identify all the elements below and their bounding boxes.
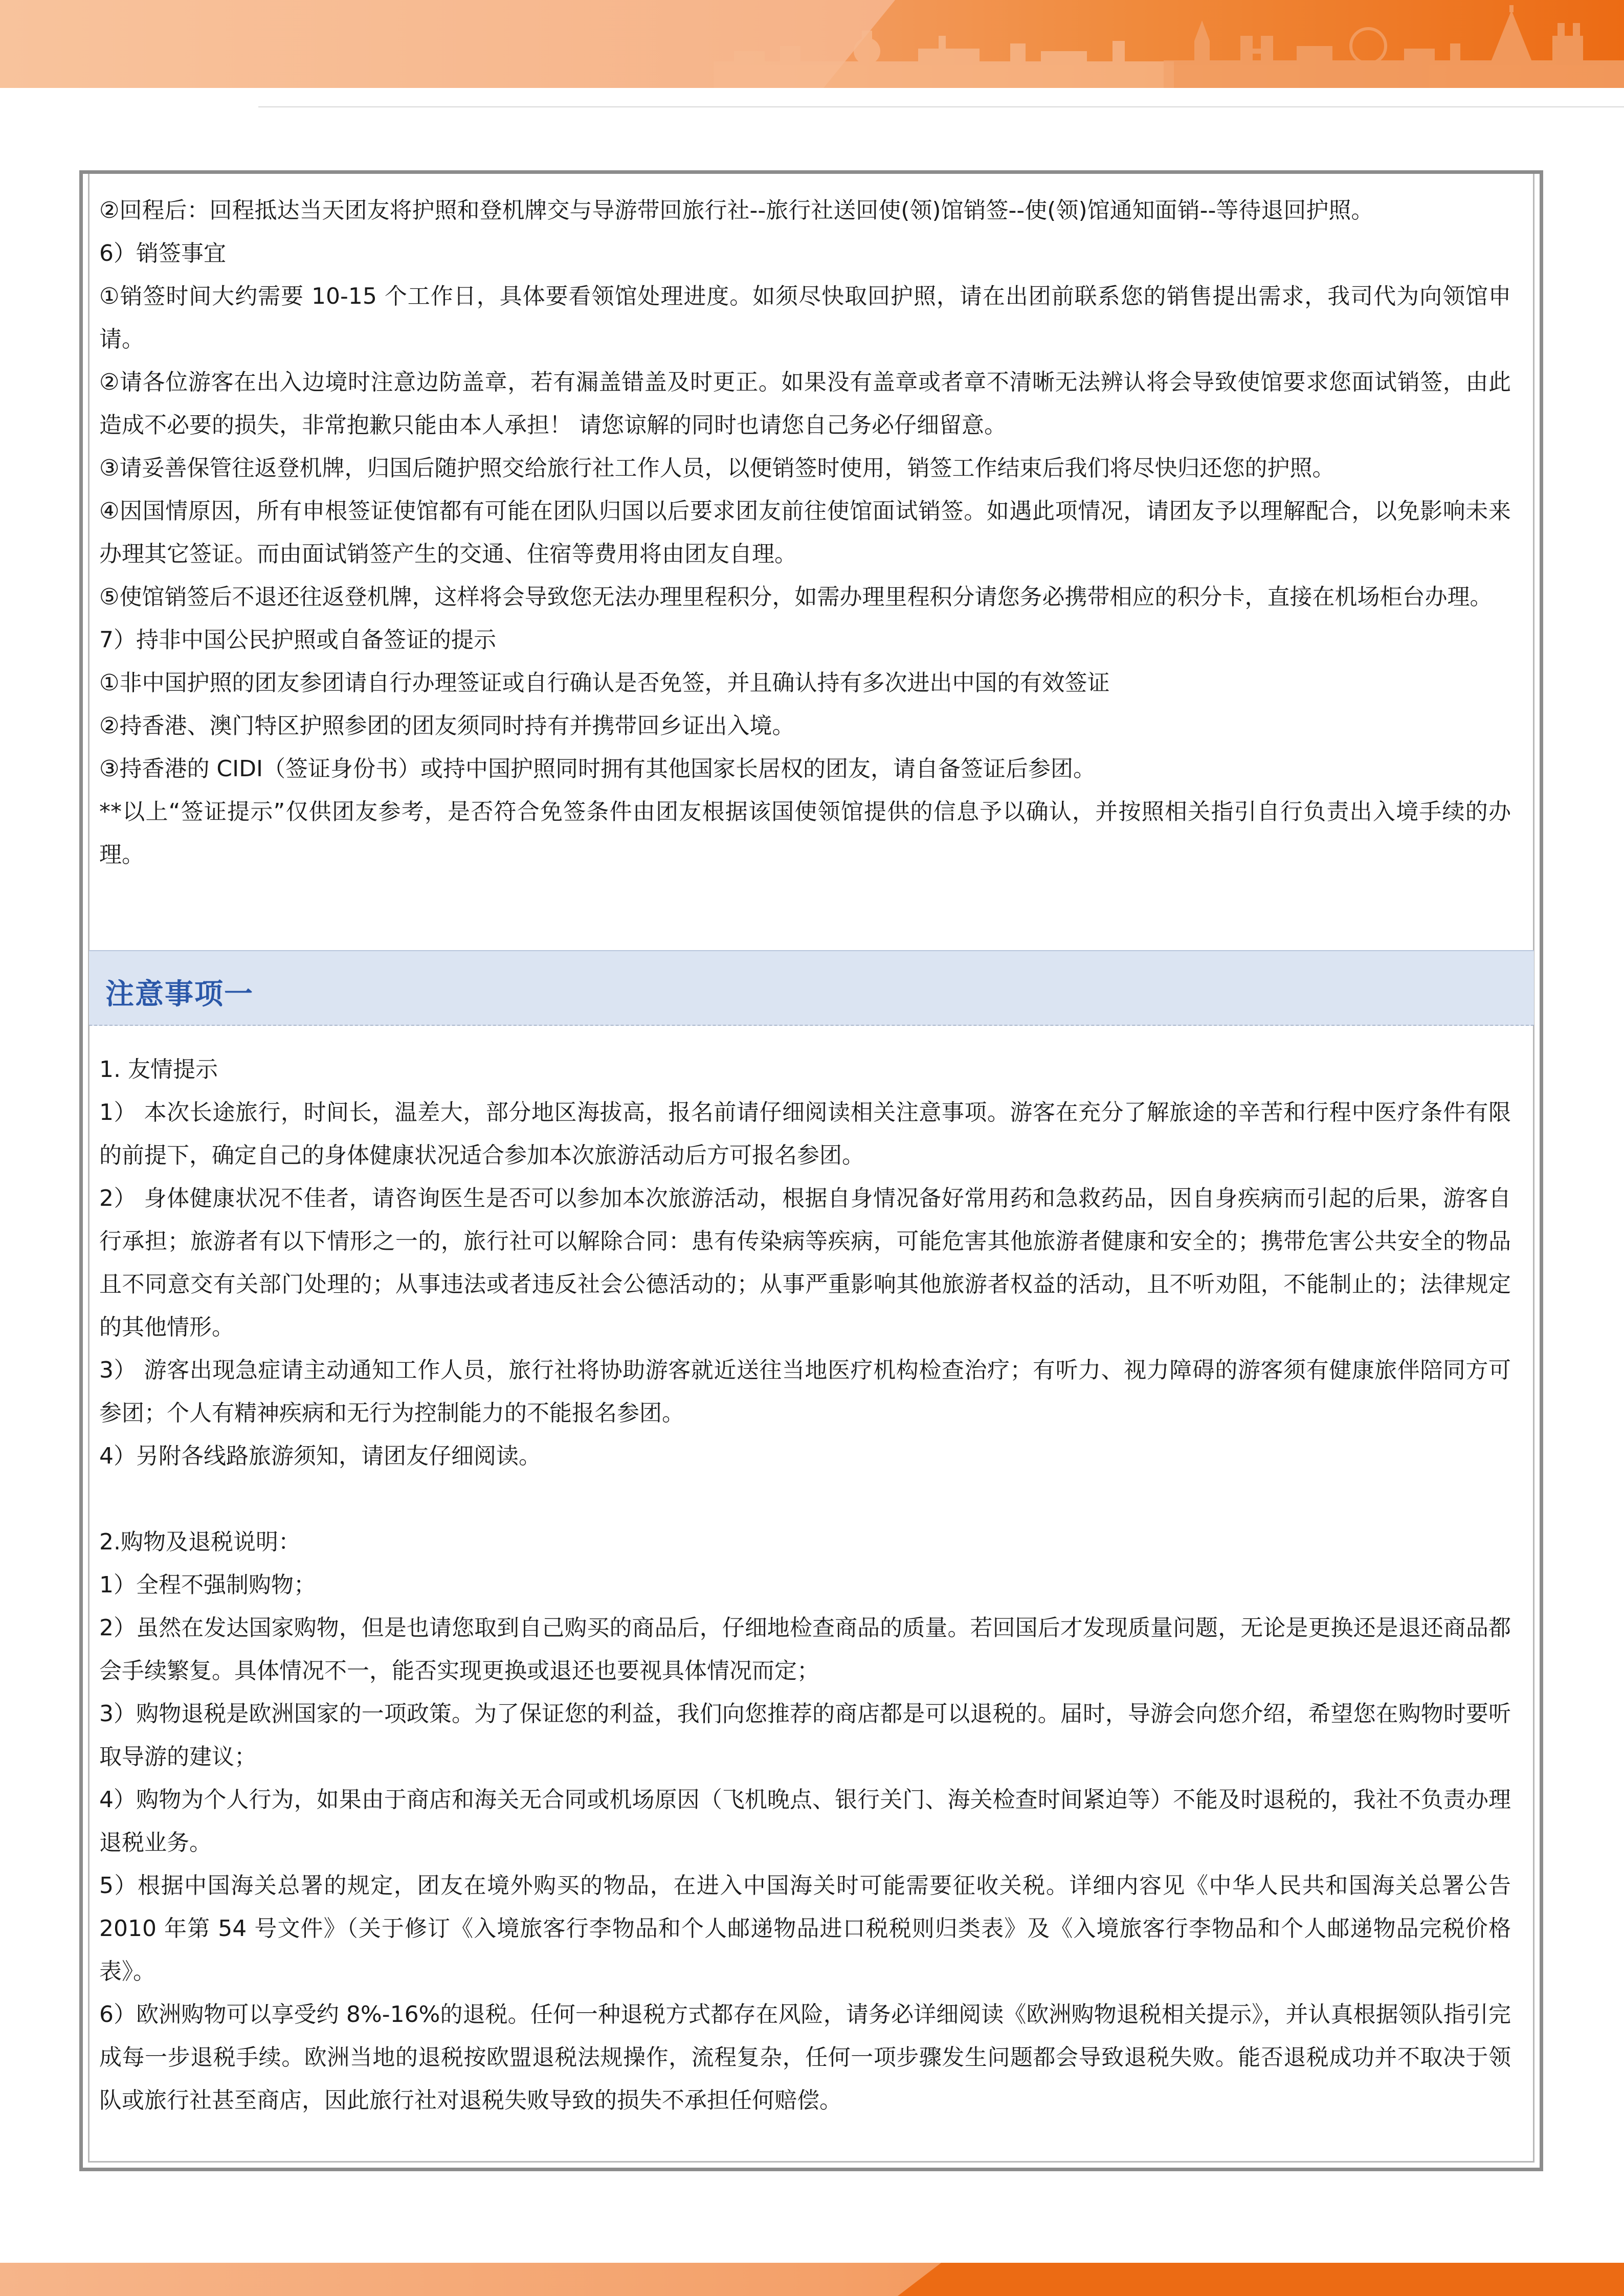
visa-line: ②请各位游客在出入边境时注意边防盖章，若有漏盖错盖及时更正。如果没有盖章或者章不清晰无法辨认将会导致使馆要求您面试销签，由此造成不必要的损失，非常抱歉只能由本人承担！ 请您谅解的同时也请您自己务必仔细留意。: [99, 369, 1511, 438]
notes-heading: 1. 友情提示: [99, 1056, 218, 1083]
notes-line: 4）另附各线路旅游须知，请团友仔细阅读。: [99, 1443, 541, 1469]
visa-line: ①销签时间大约需要 10-15 个工作日，具体要看领馆处理进度。如须尽快取回护照，请在出团前联系您的销售提出需求，我司代为向领馆申请。: [99, 283, 1511, 352]
shopping-line: 6）欧洲购物可以享受约 8%-16%的退税。任何一种退税方式都存在风险，请务必详细阅读《欧洲购物退税相关提示》，并认真根据领队指引完成每一步退税手续。欧洲当地的退税按欧盟退税法规操作，流程复杂，任何一项步骤发生问题都会导致退税失败。能否退税成功并不取决于领队或旅行社甚至商店，因此旅行社对退税失败导致的损失不承担任何赔偿。: [99, 2001, 1511, 2113]
content-frame: [79, 170, 1543, 2171]
paragraph-spacer: [99, 1478, 1511, 1521]
footer-band-accent: [898, 2263, 1624, 2296]
city-skyline-illustration: [652, 0, 1624, 88]
shopping-line: 2）虽然在发达国家购物，但是也请您取到自己购买的商品后，仔细地检查商品的质量。若回国后才发现质量问题，无论是更换还是退还商品都会手续繁复。具体情况不一，能否实现更换或退还也要视具体情况而定；: [99, 1615, 1511, 1684]
notes-line: 3） 游客出现急症请主动通知工作人员，旅行社将协助游客就近送往当地医疗机构检查治疗；有听力、视力障碍的游客须有健康旅伴陪同方可参团；个人有精神疾病和无行为控制能力的不能报名参团。: [99, 1357, 1511, 1426]
shopping-line: 1）全程不强制购物；: [99, 1572, 316, 1598]
shopping-heading: 2.购物及退税说明：: [99, 1529, 301, 1555]
section-title: 注意事项一: [105, 978, 254, 1011]
visa-line: ⑤使馆销签后不退还往返登机牌，这样将会导致您无法办理里程积分，如需办理里程积分请您务必携带相应的积分卡，直接在机场柜台办理。: [99, 584, 1493, 610]
visa-line: ②持香港、澳门特区护照参团的团友须同时持有并携带回乡证出入境。: [99, 713, 795, 739]
visa-subheading: 6）销签事宜: [99, 240, 226, 266]
visa-subheading: 7）持非中国公民护照或自备签证的提示: [99, 627, 496, 653]
visa-line: ①非中国护照的团友参团请自行办理签证或自行确认是否免签，并且确认持有多次进出中国的有效签证: [99, 670, 1110, 696]
shopping-line: 5）根据中国海关总署的规定，团友在境外购买的物品，在进入中国海关时可能需要征收关税。详细内容见《中华人民共和国海关总署公告 2010 年第 54 号文件》（关于修订《入境旅客行李物品和个人邮递物品进口税税则归类表》及《入境旅客行李物品和个人邮递物品完税价格表》。: [99, 1873, 1511, 1985]
visa-line: ②回程后：回程抵达当天团友将护照和登机牌交与导游带回旅行社--旅行社送回使(领)馆销签--使(领)馆通知面销--等待退回护照。: [99, 197, 1374, 223]
visa-notes-block: [99, 189, 1511, 876]
shopping-line: 3）购物退税是欧洲国家的一项政策。为了保证您的利益，我们向您推荐的商店都是可以退税的。届时，导游会向您介绍，希望您在购物时要听取导游的建议；: [99, 1701, 1511, 1770]
notes-line: 1） 本次长途旅行，时间长，温差大，部分地区海拔高，报名前请仔细阅读相关注意事项。游客在充分了解旅途的辛苦和行程中医疗条件有限的前提下，确定自己的身体健康状况适合参加本次旅游活动后方可报名参团。: [99, 1099, 1511, 1168]
notes-line: 2） 身体健康状况不佳者，请咨询医生是否可以参加本次旅游活动，根据自身情况备好常用药和急救药品，因自身疾病而引起的后果，游客自行承担；旅游者有以下情形之一的，旅行社可以解除合同：患有传染病等疾病，可能危害其他旅游者健康和安全的；携带危害公共安全的物品且不同意交有关部门处理的；从事违法或者违反社会公德活动的；从事严重影响其他旅游者权益的活动，且不听劝阻，不能制止的；法律规定的其他情形。: [99, 1185, 1511, 1340]
visa-line: ④因国情原因，所有申根签证使馆都有可能在团队归国以后要求团友前往使馆面试销签。如遇此项情况，请团友予以理解配合，以免影响未来办理其它签证。而由面试销签产生的交通、住宿等费用将由团友自理。: [99, 498, 1511, 567]
visa-line: ③持香港的 CIDI（签证身份书）或持中国护照同时拥有其他国家长居权的团友，请自备签证后参团。: [99, 756, 1096, 782]
footer-band: [0, 2263, 1624, 2296]
notes-block: [99, 1048, 1511, 2122]
section-header: [89, 950, 1534, 1026]
shopping-line: 4）购物为个人行为，如果由于商店和海关无合同或机场原因（飞机晚点、银行关门、海关检查时间紧迫等）不能及时退税的，我社不负责办理退税业务。: [99, 1787, 1511, 1856]
header-banner: [0, 0, 1624, 88]
header-rule: [258, 106, 1624, 107]
visa-line: ③请妥善保管往返登机牌，归国后随护照交给旅行社工作人员，以便销签时使用，销签工作结束后我们将尽快归还您的护照。: [99, 455, 1335, 481]
visa-disclaimer: **以上“签证提示”仅供团友参考，是否符合免签条件由团友根据该国使领馆提供的信息予以确认，并按照相关指引自行负责出入境手续的办理。: [99, 799, 1511, 868]
